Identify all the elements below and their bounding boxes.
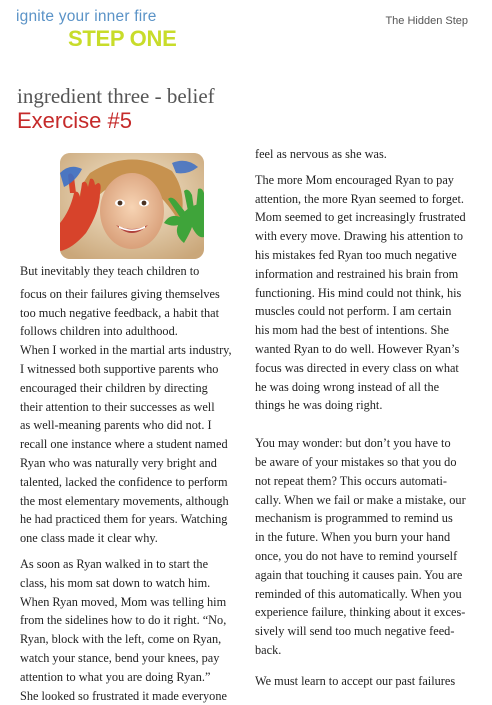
body-line: focus on their failures giving themselves: [20, 286, 220, 301]
child-painted-hands-photo: [60, 153, 204, 259]
section-title: STEP ONE: [68, 26, 177, 51]
body-line: again that touching it causes pain. You are: [255, 567, 463, 582]
body-line: from the sidelines how to do it right. “No,: [20, 613, 227, 628]
body-line: back.: [255, 642, 282, 657]
body-line: feel as nervous as she was.: [255, 147, 387, 161]
body-line: he was doing wrong instead of all the: [255, 379, 440, 394]
body-line: too much negative feedback, a habit that: [20, 305, 220, 320]
body-line: cally. When we fail or make a mistake, our: [255, 492, 466, 507]
body-line: things he was doing right.: [255, 398, 383, 413]
body-line: attention to what you are doing Ryan.”: [20, 669, 211, 684]
body-line: But inevitably they teach children to: [20, 264, 200, 278]
body-line: class, his mom sat down to watch him.: [20, 575, 211, 590]
body-line: not repeat them? This occurs automati-: [255, 473, 448, 488]
body-line: in the future. When you burn your hand: [255, 530, 451, 545]
body-line: mechanism is programmed to remind us: [255, 511, 453, 526]
body-line: We must learn to accept our past failures: [255, 674, 456, 688]
right-column-last-line: [255, 672, 481, 691]
right-column: [255, 145, 481, 660]
body-line: As soon as Ryan walked in to start the: [20, 556, 209, 571]
body-line: recall one instance where a student named: [20, 437, 228, 452]
ingredient-heading: ingredient three - belief: [17, 84, 215, 108]
body-line: I witnessed both supportive parents who: [20, 361, 219, 376]
tagline: ignite your inner fire: [16, 8, 157, 25]
left-column: [20, 262, 246, 705]
body-line: You may wonder: but don’t you have to: [255, 436, 451, 451]
body-line: as well-meaning parents who did not. I: [20, 418, 212, 433]
body-line: talented, lacked the confidence to perform: [20, 474, 228, 489]
body-line: focus was directed in every class on what: [255, 360, 459, 375]
body-line: their attention to their successes as well: [20, 399, 215, 414]
exercise-heading: Exercise #5: [17, 108, 132, 133]
book-title: The Hidden Step: [385, 15, 468, 27]
body-line: Ryan, block with the left, come on Ryan,: [20, 632, 222, 647]
body-line: sively will send too much negative feed-: [255, 624, 455, 639]
body-line: experience failure, thinking about it exces-: [255, 605, 466, 620]
body-line: be aware of your mistakes so that you do: [255, 454, 457, 469]
body-line: When I worked in the martial arts industry,: [20, 343, 232, 358]
body-line: attention, the more Ryan seemed to forget.: [255, 191, 464, 206]
body-line: the most elementary movements, although: [20, 493, 229, 508]
body-line: When Ryan moved, Mom was telling him: [20, 594, 227, 609]
body-line: reminded of this automatically. When you: [255, 586, 462, 601]
body-line: he had practiced them for years. Watching: [20, 512, 228, 527]
body-line: follows children into adulthood.: [20, 324, 178, 339]
body-line: his mom had the best of intentions. She: [255, 323, 450, 338]
body-line: one class made it clear why.: [20, 531, 158, 546]
body-line: The more Mom encouraged Ryan to pay: [255, 172, 454, 187]
body-line: with every move. Drawing his attention to: [255, 229, 463, 244]
body-line: once, you do not have to remind yourself: [255, 548, 458, 563]
body-line: watch your stance, bend your knees, pay: [20, 650, 220, 665]
body-line: wanted Ryan to do well. However Ryan’s: [255, 341, 460, 356]
body-line: information and restrained his brain from: [255, 266, 459, 281]
body-line: functioning. His mind could not think, his: [255, 285, 462, 300]
body-line: encouraged their children by directing: [20, 380, 208, 395]
body-line: his mistakes fed Ryan too much negative: [255, 247, 457, 262]
body-line: Ryan who was naturally very bright and: [20, 455, 217, 470]
body-line: Mom seemed to get increasingly frustrated: [255, 210, 466, 225]
body-line: muscles could not perform. I am certain: [255, 304, 452, 319]
body-line: She looked so frustrated it made everyone: [20, 688, 227, 703]
